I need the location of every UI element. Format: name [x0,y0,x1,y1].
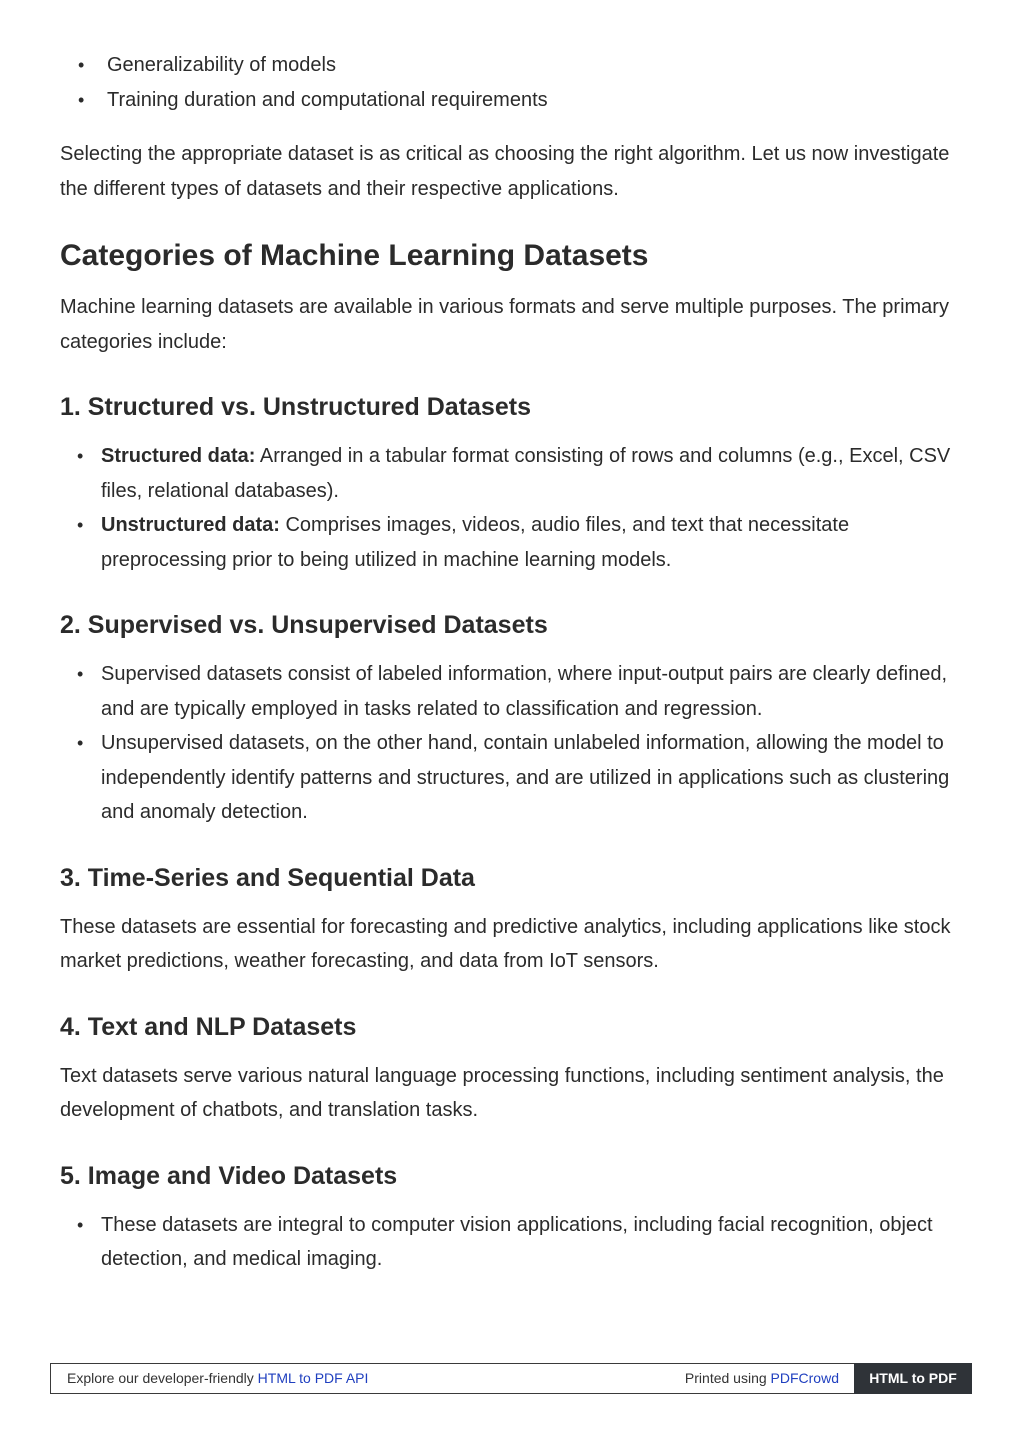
supervised-list [60,657,960,830]
list-item: • These datasets are integral to computer vision applications, including facial recognition, object detection, and medical imaging. [60,1208,960,1277]
list-item: • Supervised datasets consist of labeled information, where input-output pairs are clearly defined, and are typically employed in tasks related to classification and regression. [60,657,960,726]
bullet-icon: • [78,55,85,75]
list-item: • Unsupervised datasets, on the other hand, contain unlabeled information, allowing the model to independently identify patterns and structures, and are utilized in applications such as clustering and anomaly detection. [60,726,960,830]
image-video-list [60,1208,960,1277]
feature-list [60,48,960,117]
pdfcrowd-link[interactable]: PDFCrowd [770,1370,839,1386]
bullet-icon: • [77,664,84,684]
html-to-pdf-api-link[interactable]: HTML to PDF API [257,1370,369,1386]
list-item: • Training duration and computational requirements [60,83,960,118]
timeseries-paragraph: These datasets are essential for forecasting and predictive analytics, including applications like stock market predictions, weather forecasting, and data from IoT sensors. [60,915,951,972]
list-item: • Unstructured data: Comprises images, videos, audio files, and text that necessitate preprocessing prior to being utilized in machine learning models. [60,508,960,577]
section-intro: Machine learning datasets are available in various formats and serve multiple purposes. The primary categories include: [60,296,949,353]
list-item: • Structured data: Arranged in a tabular format consisting of rows and columns (e.g., Excel, CSV files, relational databases). [60,439,960,508]
text-nlp-paragraph: Text datasets serve various natural language processing functions, including sentiment analysis, the development of chatbots, and translation tasks. [60,1064,944,1121]
subsection-heading-supervised: 2. Supervised vs. Unsupervised Datasets [60,611,548,639]
bullet-icon: • [78,89,85,110]
bullet-icon: • [77,1214,84,1235]
document-content [60,48,960,1277]
subsection-heading-timeseries: 3. Time-Series and Sequential Data [60,863,475,892]
intro-paragraph: Selecting the appropriate dataset is as critical as choosing the right algorithm. Let us now investigate the different types of datasets and their respective applications. [60,143,950,200]
bullet-icon: • [77,446,84,466]
footer-promo: Explore our developer-friendly HTML to PDF API [67,1370,369,1386]
html-to-pdf-button[interactable]: HTML to PDF [854,1363,972,1394]
list-item: • Generalizability of models [60,48,960,83]
subsection-heading-structured: 1. Structured vs. Unstructured Datasets [60,393,531,421]
footer-printed-using: Printed using PDFCrowd [684,1370,839,1386]
subsection-heading-text-nlp: 4. Text and NLP Datasets [60,1012,357,1041]
pdfcrowd-footer [50,1363,972,1394]
section-heading: Categories of Machine Learning Datasets [60,239,649,272]
structured-list [60,439,960,577]
subsection-heading-image-video: 5. Image and Video Datasets [60,1161,398,1190]
bullet-icon: • [77,515,84,535]
bullet-icon: • [77,733,84,753]
